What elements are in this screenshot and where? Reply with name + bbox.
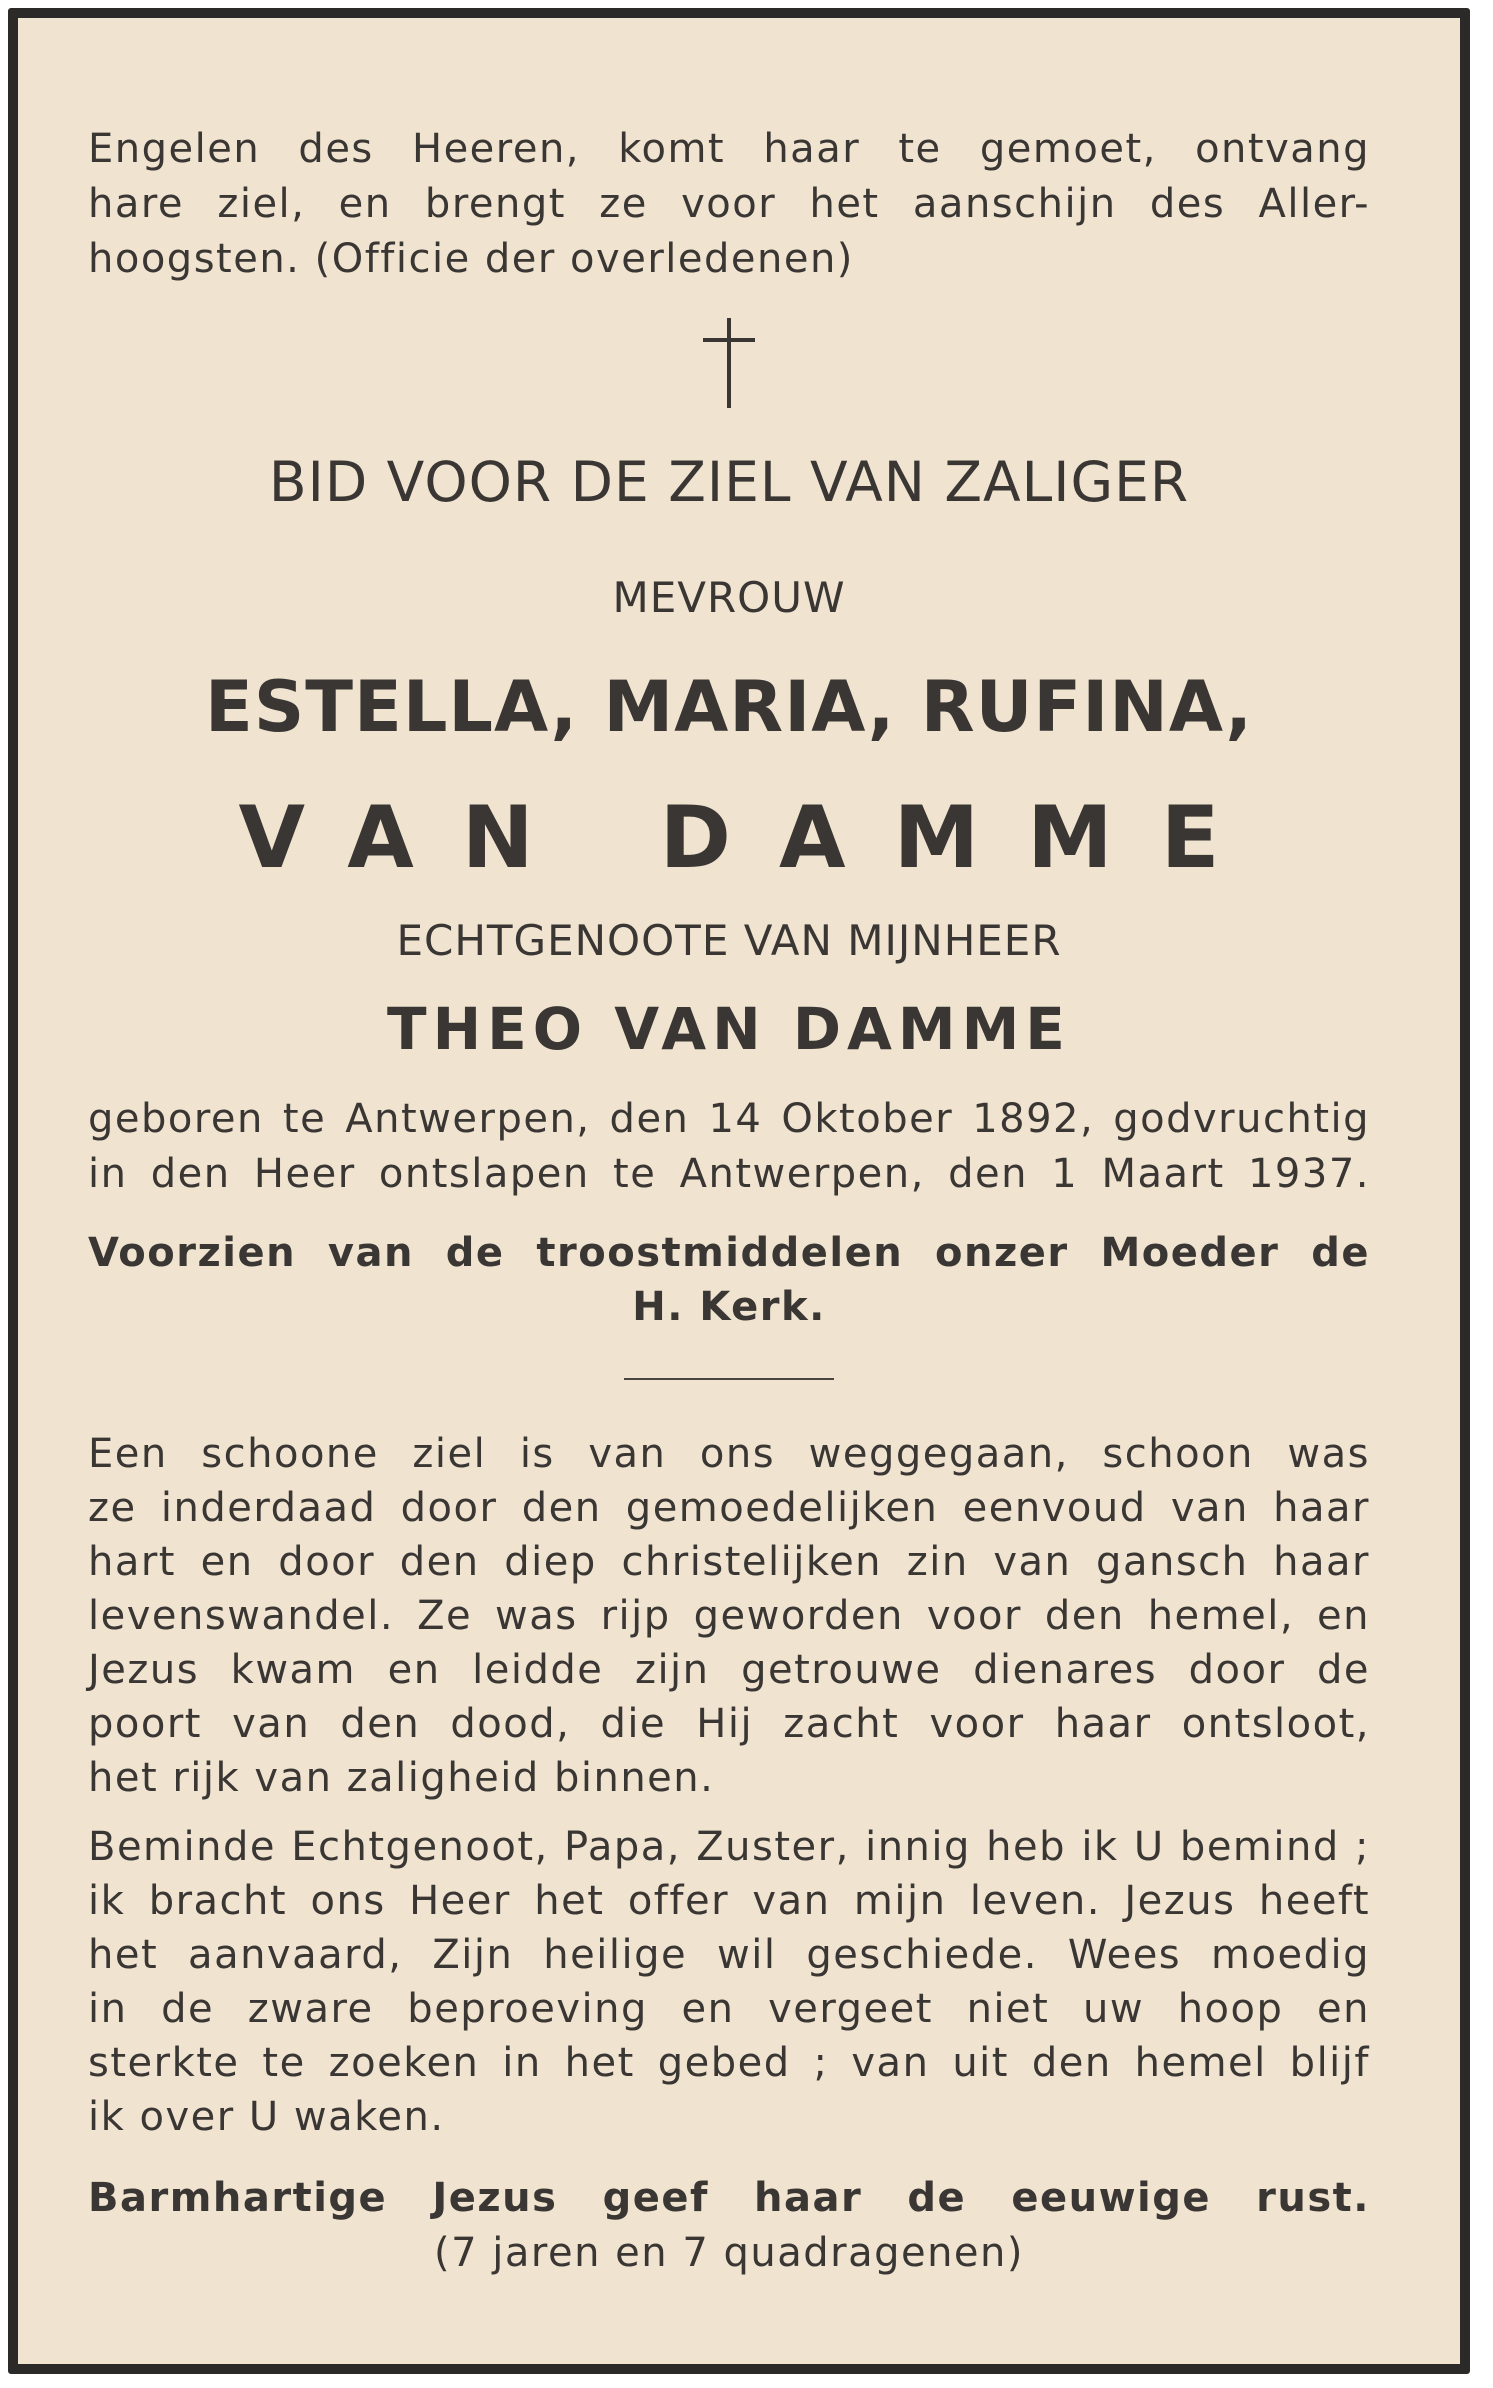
motto-line-1: Engelen des Heeren, komt haar te gemoet, ontvang xyxy=(88,126,1370,172)
paragraph1-line-5: Jezus kwam en leidde zijn getrouwe dienares door de xyxy=(88,1647,1370,1693)
spouse-relation: ECHTGENOOTE VAN MIJNHEER xyxy=(396,916,1062,965)
indulgence-note: (7 jaren en 7 quadragenen) xyxy=(434,2230,1024,2276)
cross-icon xyxy=(699,318,759,408)
deceased-given-names: ESTELLA, MARIA, RUFINA, xyxy=(205,666,1253,748)
card-content xyxy=(88,18,1370,2364)
birth-death-line-2: in den Heer ontslapen te Antwerpen, den 1 Maart 1937. xyxy=(88,1151,1370,1197)
deceased-surname: VAN DAMME xyxy=(238,788,1268,888)
sacraments-line-1: Voorzien van de troostmiddelen onzer Moeder de xyxy=(88,1230,1370,1276)
paragraph1-line-4: levenswandel. Ze was rijp geworden voor den hemel, en xyxy=(88,1593,1370,1639)
paragraph2-line-4: in de zware beproeving en vergeet niet uw hoop en xyxy=(88,1986,1370,2032)
motto-line-3: hoogsten. (Officie der overledenen) xyxy=(88,236,854,282)
paragraph1-line-2: ze inderdaad door den gemoedelijken eenvoud van haar xyxy=(88,1485,1370,1531)
paragraph2-line-5: sterkte te zoeken in het gebed ; van uit den hemel blijf xyxy=(88,2040,1370,2086)
paragraph1-line-1: Een schoone ziel is van ons weggegaan, schoon was xyxy=(88,1431,1370,1477)
paragraph1-line-6: poort van den dood, die Hij zacht voor haar ontsloot, xyxy=(88,1701,1370,1747)
prayer-heading: BID VOOR DE ZIEL VAN ZALIGER xyxy=(268,450,1190,514)
closing-prayer: Barmhartige Jezus geef haar de eeuwige rust. xyxy=(88,2175,1370,2221)
paragraph2-line-2: ik bracht ons Heer het offer van mijn leven. Jezus heeft xyxy=(88,1878,1370,1924)
memorial-card xyxy=(8,8,1470,2374)
divider xyxy=(624,1378,834,1380)
motto-line-2: hare ziel, en brengt ze voor het aanschijn des Aller- xyxy=(88,181,1370,227)
paragraph1-line-7: het rijk van zaligheid binnen. xyxy=(88,1755,715,1801)
paragraph2-line-6: ik over U waken. xyxy=(88,2094,445,2140)
sacraments-line-2: H. Kerk. xyxy=(632,1284,826,1330)
paragraph2-line-3: het aanvaard, Zijn heilige wil geschiede. Wees moedig xyxy=(88,1932,1370,1978)
paragraph2-line-1: Beminde Echtgenoot, Papa, Zuster, innig heb ik U bemind ; xyxy=(88,1824,1370,1870)
title-mevrouw: MEVROUW xyxy=(612,573,846,622)
spouse-name: THEO VAN DAMME xyxy=(387,995,1071,1063)
birth-death-line-1: geboren te Antwerpen, den 14 Oktober 1892, godvruchtig xyxy=(88,1096,1370,1142)
paragraph1-line-3: hart en door den diep christelijken zin van gansch haar xyxy=(88,1539,1370,1585)
